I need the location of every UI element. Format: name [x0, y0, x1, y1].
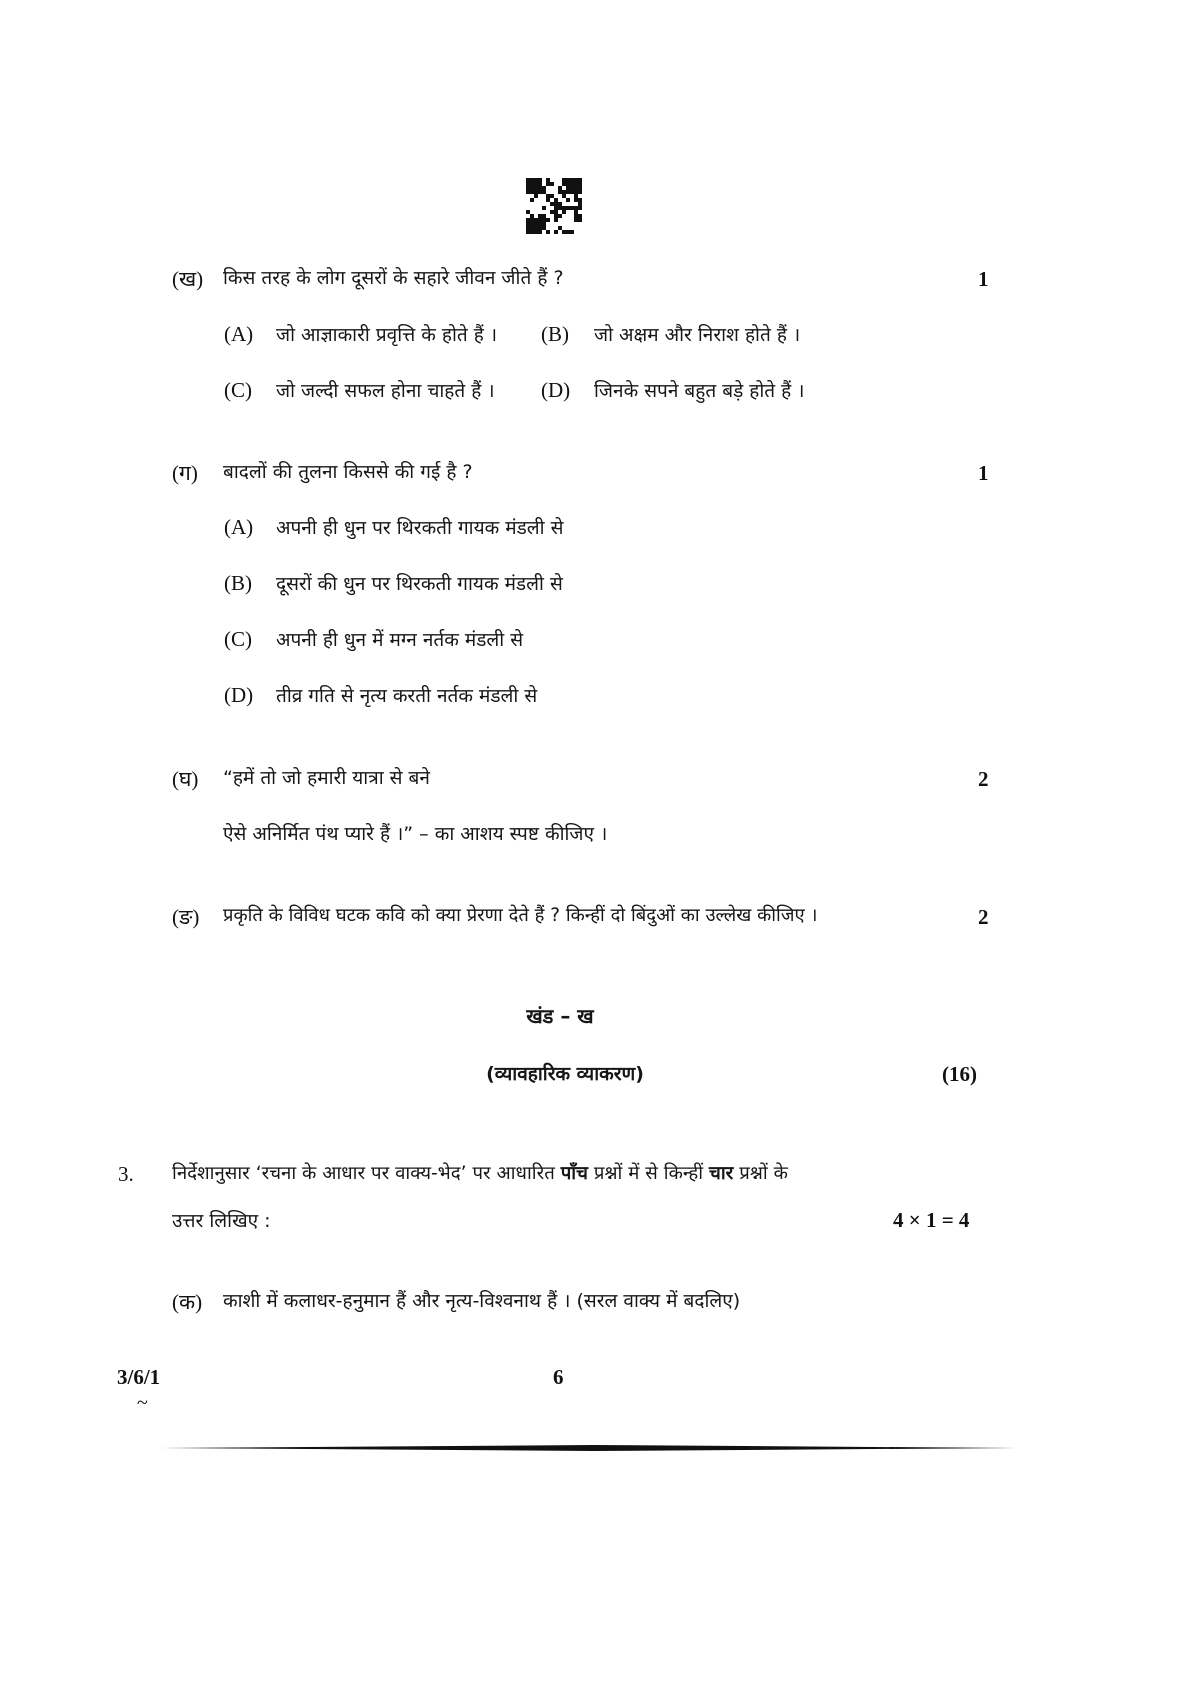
option-text: अपनी ही धुन में मग्न नर्तक मंडली से [276, 629, 524, 651]
question-3-ka-text: काशी में कलाधर-हनुमान हैं और नृत्य-विश्वनाथ हैं । (सरल वाक्य में बदलिए) [223, 1290, 741, 1312]
question-kha-text: किस तरह के लोग दूसरों के सहारे जीवन जीते हैं ? [223, 267, 564, 289]
option-label: (D) [224, 683, 254, 707]
question-gha-line1: “हमें तो जो हमारी यात्रा से बने [223, 767, 430, 789]
option-text: तीव्र गति से नृत्य करती नर्तक मंडली से [276, 685, 538, 707]
section-subtitle: (व्यावहारिक व्याकरण) [486, 1063, 644, 1085]
footer-code: 3/6/1 [117, 1365, 161, 1389]
footer-tilde: ~ [137, 1392, 148, 1414]
option-text: अपनी ही धुन पर थिरकती गायक मंडली से [276, 517, 564, 539]
text: निर्देशानुसार ‘रचना के आधार पर वाक्य-भेद’ पर आधारित [172, 1163, 561, 1184]
option-label: (A) [224, 322, 254, 346]
section-marks: (16) [942, 1062, 977, 1086]
question-3-number: 3. [118, 1162, 134, 1186]
question-nga-label: (ङ) [172, 905, 200, 929]
emphasis-five: पाँच [560, 1163, 588, 1184]
question-nga-text: प्रकृति के विविध घटक कवि को क्या प्रेरणा देते हैं ? किन्हीं दो बिंदुओं का उल्लेख कीजिए । [223, 905, 818, 926]
question-3-text [172, 1160, 788, 1185]
question-3-line2: उत्तर लिखिए : [172, 1210, 271, 1232]
text: प्रश्नों में से किन्हीं [587, 1163, 710, 1184]
question-kha-marks: 1 [978, 267, 989, 291]
option-label: (A) [224, 515, 254, 539]
emphasis-four: चार [709, 1163, 734, 1184]
option-text: दूसरों की धुन पर थिरकती गायक मंडली से [276, 573, 563, 595]
question-nga-marks: 2 [978, 905, 989, 929]
page-number: 6 [553, 1365, 564, 1389]
question-3-marks: 4 × 1 = 4 [893, 1208, 970, 1232]
question-kha-label: (ख) [172, 267, 204, 291]
option-label: (B) [541, 322, 569, 346]
question-ga-text: बादलों की तुलना किससे की गई है ? [223, 461, 473, 483]
question-ga-marks: 1 [978, 461, 989, 485]
option-label: (C) [224, 627, 252, 651]
option-text: जिनके सपने बहुत बड़े होते हैं । [594, 380, 805, 402]
option-label: (D) [541, 378, 571, 402]
section-title: खंड – ख [526, 1004, 594, 1028]
qr-code [526, 178, 582, 234]
option-label: (B) [224, 571, 252, 595]
question-ga-label: (ग) [172, 461, 198, 485]
question-gha-line2: ऐसे अनिर्मित पंथ प्यारे हैं ।” – का आशय स्पष्ट कीजिए । [223, 823, 608, 845]
text: प्रश्नों के [733, 1163, 788, 1184]
footer-divider [162, 1445, 1024, 1451]
question-3-ka-label: (क) [172, 1290, 203, 1314]
question-gha-marks: 2 [978, 767, 989, 791]
option-text: जो आज्ञाकारी प्रवृत्ति के होते हैं । [276, 324, 498, 346]
question-gha-label: (घ) [172, 767, 199, 791]
option-text: जो जल्दी सफल होना चाहते हैं । [276, 380, 495, 402]
option-label: (C) [224, 378, 252, 402]
option-text: जो अक्षम और निराश होते हैं । [594, 324, 801, 346]
